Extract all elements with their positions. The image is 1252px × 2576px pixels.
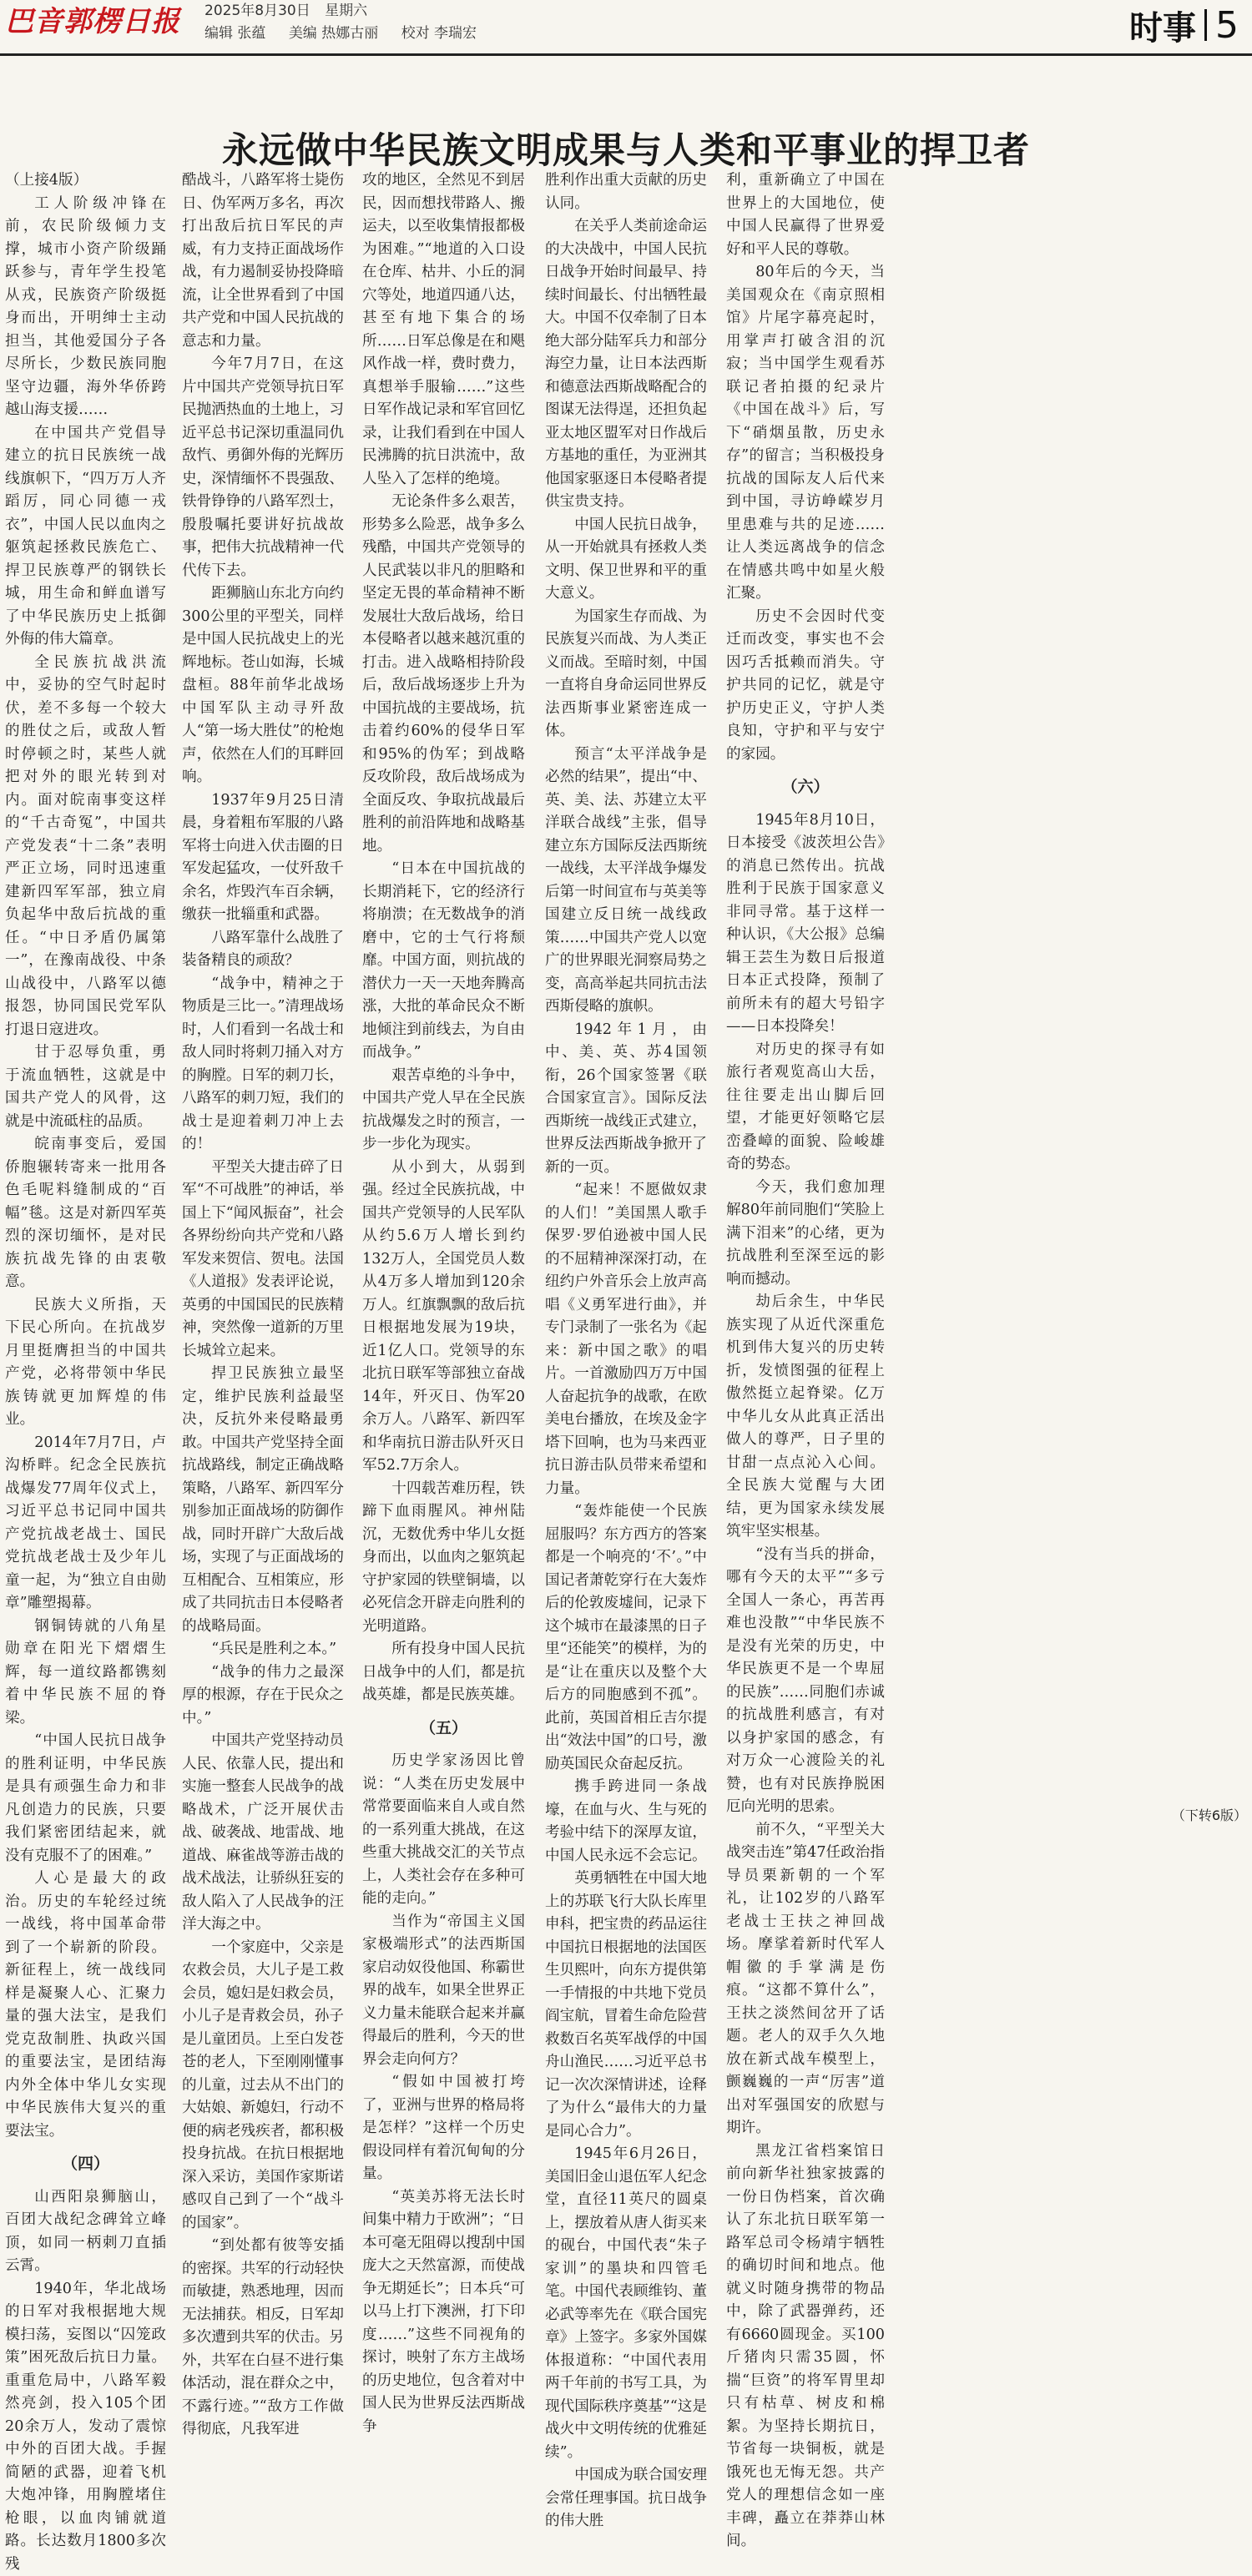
paragraph: “兵民是胜利之本。”	[182, 1638, 344, 1661]
paragraph: 中国成为联合国安理会常任理事国。抗日战争的伟大胜	[545, 2464, 707, 2533]
article-column-1	[5, 169, 166, 1826]
paragraph: “起来！不愿做奴隶的人们！”美国黑人歌手保罗·罗伯逊被中国人民的不屈精神深深打动，在纽约户外音乐会上放声高唱《义勇军进行曲》，并专门录制了一张名为《起来：新中国之歌》的唱片。一首激励四万万中国人奋起抗争的战歌，在欧美电台播放，在埃及金字塔下回响，也为马来西亚抗日游击队员带来希望和力量。	[545, 1179, 707, 1500]
paragraph: “中国人民抗日战争的胜利证明，中华民族是具有顽强生命力和非凡创造力的民族，只要我们紧密团结起来，就没有克服不了的困难。”	[5, 1730, 166, 1868]
section-heading: （五）	[362, 1717, 525, 1741]
paragraph: 全民族抗战洪流中，妥协的空气时起时伏，差不多每一个较大的胜仗之后，或敌人暂时停顿之时，某些人就把对外的眼光转到对内。面对皖南事变这样的“千古奇冤”，中国共产党发表“十二条”表明严正立场，同时迅速重建新四军军部，独立肩负起华中敌后抗战的重任。“中日矛盾仍属第一”，在豫南战役、中条山战役中，八路军以德报怨，协同国民党军队打退日寇进攻。	[5, 652, 166, 1042]
paragraph: 十四载苦难历程，铁蹄下血雨腥风。神州陆沉，无数优秀中华儿女挺身而出，以血肉之躯筑起守护家园的铁壁铜墙，以必死信念开辟走向胜利的光明道路。	[362, 1478, 525, 1639]
paragraph: 平型关大捷击碎了日军“不可战胜”的神话，举国上下“闻风振奋”，社会各界纷纷向共产党和八路军发来贺信、贺电。法国《人道报》发表评论说，英勇的中国国民的民族精神，突然像一道新的万里长城耸立起来。	[182, 1157, 344, 1364]
paragraph: 山西阳泉狮脑山，百团大战纪念碑耸立峰顶，如同一柄刺刀直插云霄。	[5, 2186, 166, 2278]
paragraph: “没有当兵的拼命，哪有今天的太平”“多亏全国人一条心，再苦再难也没散”“中华民族不是没有光荣的历史，中华民族更不是一个卑屈的民族”……同胞们赤诚的抗战胜利感言，有对以身护家国的感念，有对万众一心渡险关的礼赞，也有对民族挣脱困厄向光明的思索。	[726, 1544, 885, 1819]
paragraph: 中国共产党坚持动员人民、依靠人民，提出和实施一整套人民战争的战略战术，广泛开展伏击战、破袭战、地雷战、地道战、麻雀战等游击战的战术战法，让骄纵狂妄的敌人陷入了人民战争的汪洋大海之中。	[182, 1730, 344, 1937]
paragraph: 1940年，华北战场的日军对我根据地大规模扫荡，妄图以“囚笼政策”困死敌后抗日力量。重重危局中，八路军毅然亮剑，投入105个团20余万人，发动了震惊中外的百团大战。手握简陋的武器，迎着飞机大炮冲锋，用胸膛堵住枪眼，以血肉铺就道路。长达数月1800多次残	[5, 2278, 166, 2576]
section-label	[1129, 2, 1239, 48]
paragraph: 前不久，“平型关大战突击连”第47任政治指导员栗新朝的一个军礼，让102岁的八路军老战士王扶之神回战场。摩挲着新时代军人帽徽的手掌满是伤痕。“这都不算什么”，王扶之淡然间岔开了话题。老人的双手久久地放在新式战车模型上，颤巍巍的一声“厉害”道出对军强国安的欣慰与期许。	[726, 1819, 885, 2140]
newspaper-logo[interactable]: 巴音郭楞日报	[5, 2, 176, 42]
paragraph: 1942年1月，由中、美、英、苏4国领衔，26个国家签署《联合国家宣言》。国际反法西斯统一战线正式建立，世界反法西斯战争掀开了新的一页。	[545, 1019, 707, 1180]
paragraph: “假如中国被打垮了，亚洲与世界的格局将是怎样？”这样一个历史假设同样有着沉甸甸的分量。	[362, 2071, 525, 2186]
issue-date: 2025年8月30日	[204, 3, 310, 19]
article-column-3	[362, 169, 525, 1826]
page-number: 5	[1215, 4, 1239, 47]
paragraph: 历史不会因时代变迁而改变，事实也不会因巧舌抵赖而消失。守护共同的记忆，就是守护历史正义，守护人类良知，守护和平与安宁的家园。	[726, 606, 885, 767]
paragraph: 中国人民抗日战争，从一开始就具有拯救人类文明、保卫世界和平的重大意义。	[545, 514, 707, 606]
article-column-2	[182, 169, 344, 1826]
paragraph: 历史学家汤因比曾说：“人类在历史发展中常常要面临来自人或自然的一系列重大挑战，在这些重大挑战交汇的关节点上，人类社会存在多种可能的走向。”	[362, 1750, 525, 1911]
paragraph: 2014年7月7日，卢沟桥畔。纪念全民族抗战爆发77周年仪式上，习近平总书记同中国共产党抗战老战士、国民党抗战老战士及少年儿童一起，为“独立自由勋章”雕塑揭幕。	[5, 1432, 166, 1616]
paragraph: 80年后的今天，当美国观众在《南京照相馆》片尾字幕亮起时，用掌声打破含泪的沉寂；当中国学生观看苏联记者拍摄的纪录片《中国在战斗》后，写下“硝烟虽散，历史永存”的留言；当积极投身抗战的国际友人后代来到中国，寻访峥嵘岁月里患难与共的足迹……让人类远离战争的信念在情感共鸣中如星火般汇聚。	[726, 261, 885, 606]
designer-credit: 美编 热娜古丽	[289, 25, 378, 42]
paragraph: “轰炸能使一个民族屈服吗？东方西方的答案都是一个响亮的‘不’。”中国记者萧乾穿行在大轰炸后的伦敦废墟间，记录下这个城市在最漆黑的日子里“还能笑”的模样，为的是“让在重庆以及整个大后方的同胞感到不孤”。此前，英国首相丘吉尔提出“效法中国”的口号，激励英国民众奋起反抗。	[545, 1500, 707, 1776]
paragraph: 距狮脑山东北方向约300公里的平型关，同样是中国人民抗战史上的光辉地标。苍山如海，长城盘桓。88年前华北战场中国军队主动寻歼敌人“第一场大胜仗”的枪炮声，依然在人们的耳畔回响。	[182, 582, 344, 789]
article-body	[0, 169, 1252, 1826]
paragraph: 英勇牺牲在中国大地上的苏联飞行大队长库里申科，把宝贵的药品运往中国抗日根据地的法国医生贝熙叶，向东方提供第一手情报的中共地下党员阎宝航，冒着生命危险营救数百名英军战俘的中国舟山渔民……习近平总书记一次次深情讲述，诠释了为什么“最伟大的力量是同心合力”。	[545, 1868, 707, 2143]
article-column-5	[726, 169, 885, 1826]
article-column-4	[545, 169, 707, 1826]
paragraph: “到处都有彼等安插的密探。共军的行动轻快而敏捷，熟悉地理，因而无法捕获。相反，日军却多次遭到共军的伏击。另外，共军在白昼不进行集体活动，混在群众之中，不露行迹。”“敌方工作做得彻底，凡我军进	[182, 2235, 344, 2442]
masthead-rule	[0, 53, 1252, 56]
paragraph: 八路军靠什么战胜了装备精良的顽敌？	[182, 927, 344, 973]
paragraph-continued: 攻的地区，全然见不到居民，因而想找带路人、搬运夫，以至收集情报都极为困难。”“地道的入口设在仓库、枯井、小丘的洞穴等处，地道四通八达，甚至有地下集合的场所……日军总像是在和飓风作战一样，费时费力，真想举手服输……”这些日军作战记录和军官回忆录，让我们看到在中国人民沸腾的抗日洪流中，敌人坠入了怎样的绝境。	[362, 169, 525, 491]
paragraph: 1945年8月10日，日本接受《波茨坦公告》的消息已然传出。抗战胜利于民族于国家意义非同寻常。基于这样一种认识，《大公报》总编辑王芸生为数日后报道日本正式投降，预制了前所未有的超大号铅字——日本投降矣！	[726, 809, 885, 1039]
continued-note[interactable]: （下转6版）	[1167, 1805, 1247, 1824]
section-name: 时事	[1129, 2, 1196, 49]
issue-weekday: 星期六	[325, 3, 367, 19]
paragraph: 人心是最大的政治。历史的车轮经过统一战线，将中国革命带到了一个崭新的阶段。新征程上，统一战线同样是凝聚人心、汇聚力量的强大法宝，是我们党克敌制胜、执政兴国的重要法宝，是团结海内外全体中华儿女实现中华民族伟大复兴的重要法宝。	[5, 1868, 166, 2143]
paragraph: 1945年6月26日，美国旧金山退伍军人纪念堂，直径11英尺的圆桌上，摆放着从唐人街买来的砚台，中国代表“朱子家训”的墨块和四管毛笔。中国代表顾维钧、董必武等率先在《联合国宪章》上签字。多家外国媒体报道称：“中国代表用两千年前的书写工具，为现代国际秩序奠基”“这是战火中文明传统的优雅延续”。	[545, 2143, 707, 2464]
paragraph: 民族大义所指，天下民心所向。在抗战岁月里挺膺担当的中国共产党，必将带领中华民族铸就更加辉煌的伟业。	[5, 1294, 166, 1432]
issue-meta	[204, 0, 495, 45]
paragraph: “战争的伟力之最深厚的根源，存在于民众之中。”	[182, 1661, 344, 1731]
paragraph: 劫后余生，中华民族实现了从近代深重危机到伟大复兴的历史转折，发愤图强的征程上傲然挺立起脊梁。亿万中华儿女从此真正活出做人的尊严，日子里的甘甜一点点沁入心间。全民族大觉醒与大团结，更为国家永续发展筑牢坚实根基。	[726, 1291, 885, 1544]
paragraph: 今天，我们愈加理解80年前同胞们“笑脸上满下泪来”的心绪，更为抗战胜利至深至远的影响而撼动。	[726, 1177, 885, 1292]
paragraph: 无论条件多么艰苦，形势多么险恶，战争多么残酷，中国共产党领导的人民武装以非凡的胆略和坚定无畏的革命精神不断发展壮大敌后战场，给日本侵略者以越来越沉重的打击。进入战略相持阶段后，敌后战场逐步上升为中国抗战的主要战场，抗击着约60%的侵华日军和95%的伪军；到战略反攻阶段，敌后战场成为全面反攻、争取抗战最后胜利的前沿阵地和战略基地。	[362, 491, 525, 858]
continued-from-note: （上接4版）	[5, 169, 166, 193]
paragraph: 捍卫民族独立最坚定，维护民族利益最坚决，反抗外来侵略最勇敢。中国共产党坚持全面抗战路线，制定正确战略策略，八路军、新四军分别参加正面战场的防御作战，同时开辟广大敌后战场，实现了与正面战场的互相配合、互相策应，形成了共同抗击日本侵略者的战略局面。	[182, 1363, 344, 1638]
section-divider	[1204, 9, 1207, 41]
paragraph: 艰苦卓绝的斗争中，中国共产党人早在全民族抗战爆发之时的预言，一步一步化为现实。	[362, 1065, 525, 1157]
paragraph: 黑龙江省档案馆日前向新华社独家披露的一份日伪档案，首次确认了东北抗日联军第一路军总司令杨靖宇牺牲的确切时间和地点。他就义时随身携带的物品中，除了武器弹药，还有6660圆现金。买100斤猪肉只需35圆，怀揣“巨资”的将军胃里却只有枯草、树皮和棉絮。为坚持长期抗日，节省每一块铜板，就是饿死也无悔无怨。共产党人的理想信念如一座丰碑，矗立在莽莽山林间。	[726, 2140, 885, 2553]
editor-credit: 编辑 张蕴	[204, 25, 265, 42]
paragraph: “日本在中国抗战的长期消耗下，它的经济行将崩溃；在无数战争的消磨中，它的士气行将颓靡。中国方面，则抗战的潜伏力一天一天地奔腾高涨，大批的革命民众不断地倾注到前线去，为自由而战争。”	[362, 858, 525, 1065]
section-heading: （四）	[5, 2153, 166, 2176]
section-heading: （六）	[726, 776, 885, 799]
paragraph-continued: 胜利作出重大贡献的历史认同。	[545, 169, 707, 215]
paragraph: 甘于忍辱负重，勇于流血牺牲，这就是中国共产党人的风骨，这就是中流砥柱的品质。	[5, 1041, 166, 1133]
paragraph: 携手跨进同一条战壕，在血与火、生与死的考验中结下的深厚友谊，中国人民永远不会忘记。	[545, 1776, 707, 1868]
paragraph: 从小到大，从弱到强。经过全民族抗战，中国共产党领导的人民军队从约5.6万人增长到约132万人，全国党员人数从4万多人增加到120余万人。红旗飘飘的敌后抗日根据地发展为19块，近1亿人口。党领导的东北抗日联军等部独立奋战14年，歼灭日、伪军20余万人。八路军、新四军和华南抗日游击队歼灭日军52.7万余人。	[362, 1157, 525, 1478]
paragraph: 为国家生存而战、为民族复兴而战、为人类正义而战。至暗时刻，中国一直将自身命运同世界反法西斯事业紧密连成一体。	[545, 606, 707, 744]
paragraph: 工人阶级冲锋在前，农民阶级倾力支撑，城市小资产阶级踊跃参与，青年学生投笔从戎，民族资产阶级挺身而出，开明绅士主动担当，其他爱国分子各尽所长，少数民族同胞坚守边疆，海外华侨跨越山海支援……	[5, 193, 166, 422]
proofreader-credit: 校对 李瑞宏	[401, 25, 477, 42]
article-headline: 永远做中华民族文明成果与人类和平事业的捍卫者	[0, 123, 1252, 174]
paragraph: “英美苏将无法长时间集中精力于欧洲”；“日本可毫无阻碍以搜刮中国庞大之天然富源，而使战争无期延长”；日本兵“可以马上打下澳洲，打下印度……”这些不同视角的探讨，映射了东方主战场的历史地位，包含着对中国人民为世界反法西斯战争	[362, 2186, 525, 2439]
paragraph: 1937年9月25日清晨，身着粗布军服的八路军将士向进入伏击圈的日军发起猛攻，一仗歼敌千余名，炸毁汽车百余辆，缴获一批辎重和武器。	[182, 789, 344, 927]
paragraph: 预言“太平洋战争是必然的结果”，提出“中、英、美、法、苏建立太平洋联合战线”主张，倡导建立东方国际反法西斯统一战线，太平洋战争爆发后第一时间宣布与英美等国建立反日统一战线政策……中国共产党人以宽广的世界眼光洞察局势之变，高高举起共同抗击法西斯侵略的旗帜。	[545, 744, 707, 1019]
paragraph-continued: 利，重新确立了中国在世界上的大国地位，使中国人民赢得了世界爱好和平人民的尊敬。	[726, 169, 885, 261]
paragraph: 钢铜铸就的八角星勋章在阳光下熠熠生辉，每一道纹路都镌刻着中华民族不屈的脊梁。	[5, 1616, 166, 1731]
paragraph: 在中国共产党倡导建立的抗日民族统一战线旗帜下，“四万万人齐蹈厉，同心同德一戎衣”，中国人民以血肉之躯筑起拯救民族危亡、捍卫民族尊严的钢铁长城，用生命和鲜血谱写了中华民族历史上抵御外侮的伟大篇章。	[5, 422, 166, 652]
paragraph: 当作为“帝国主义国家极端形式”的法西斯国家启动奴役他国、称霸世界的战车，如果全世界正义力量未能联合起来并赢得最后的胜利，今天的世界会走向何方？	[362, 1911, 525, 2072]
paragraph: 皖南事变后，爱国侨胞辗转寄来一批用各色毛呢料缝制成的“百幅”毯。这是对新四军英烈的深切缅怀，是对民族抗战先锋的由衷敬意。	[5, 1133, 166, 1294]
paragraph: “战争中，精神之于物质是三比一。”清理战场时，人们看到一名战士和敌人同时将刺刀捅入对方的胸膛。日军的刺刀长，八路军的刺刀短，我们的战士是迎着刺刀冲上去的！	[182, 973, 344, 1157]
paragraph-continued: 酷战斗，八路军将士毙伤日、伪军两万多名，再次打出敌后抗日军民的声威，有力支持正面战场作战，有力遏制妥协投降暗流，让全世界看到了中国共产党和中国人民抗战的意志和力量。	[182, 169, 344, 353]
paragraph: 一个家庭中，父亲是农救会员，大儿子是工救会员，媳妇是妇救会员，小儿子是青救会员，孙子是儿童团员。上至白发苍苍的老人，下至刚刚懂事的儿童，过去从不出门的大姑娘、新媳妇，行动不便的病老残疾者，都积极投身抗战。在抗日根据地深入采访，美国作家斯诺感叹自己到了一个“战斗的国家”。	[182, 1937, 344, 2236]
paragraph: 对历史的探寻有如旅行者观览高山大岳，往往要走出山脚后回望，才能更好领略它层峦叠嶂的面貌、险峻雄奇的势态。	[726, 1039, 885, 1177]
paragraph: 所有投身中国人民抗日战争中的人们，都是抗战英雄，都是民族英雄。	[362, 1638, 525, 1707]
paragraph: 在关乎人类前途命运的大决战中，中国人民抗日战争开始时间最早、持续时间最长、付出牺牲最大。中国不仅牵制了日本绝大部分陆军兵力和部分海空力量，让日本法西斯和德意法西斯战略配合的图谋无法得逞，还担负起亚太地区盟军对日作战后方基地的重任，为亚洲其他国家驱逐日本侵略者提供宝贵支持。	[545, 215, 707, 514]
paragraph: 今年7月7日，在这片中国共产党领导抗日军民抛洒热血的土地上，习近平总书记深切重温同仇敌忾、勇御外侮的光辉历史，深情缅怀不畏强敌、铁骨铮铮的八路军烈士，殷殷嘱托要讲好抗战故事，把伟大抗战精神一代代传下去。	[182, 353, 344, 582]
masthead	[0, 0, 1252, 58]
